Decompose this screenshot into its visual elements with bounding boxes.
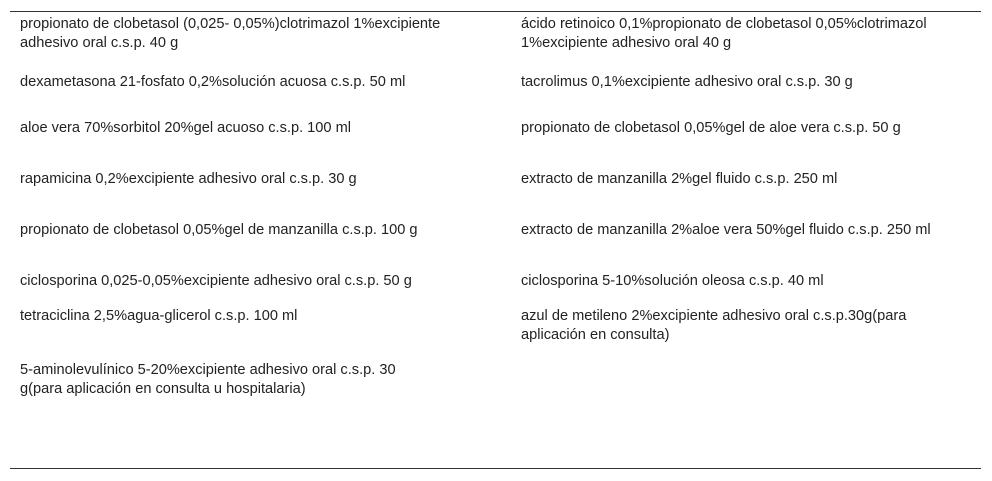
table-row bbox=[10, 272, 981, 307]
table-cell bbox=[10, 119, 511, 170]
cell-text: tetraciclina 2,5%agua-glicerol c.s.p. 100 ml bbox=[20, 308, 298, 324]
table-cell bbox=[511, 272, 981, 307]
formulations-table bbox=[10, 12, 981, 415]
table-cell bbox=[10, 272, 511, 307]
table-row bbox=[10, 307, 981, 361]
table-row bbox=[10, 361, 981, 415]
table-row bbox=[10, 119, 981, 170]
cell-text: extracto de manzanilla 2%gel fluido c.s.p. 250 ml bbox=[521, 171, 838, 187]
table-cell bbox=[511, 361, 981, 415]
table-cell bbox=[10, 221, 511, 272]
table-row bbox=[10, 12, 981, 73]
table-cell bbox=[10, 170, 511, 221]
cell-text: ciclosporina 5-10%solución oleosa c.s.p. 40 ml bbox=[521, 273, 824, 289]
cell-text: propionato de clobetasol 0,05%gel de manzanilla c.s.p. 100 g bbox=[20, 222, 418, 238]
table-cell bbox=[10, 361, 511, 415]
cell-text: rapamicina 0,2%excipiente adhesivo oral c.s.p. 30 g bbox=[20, 171, 357, 187]
cell-text: dexametasona 21-fosfato 0,2%solución acuosa c.s.p. 50 ml bbox=[20, 74, 406, 90]
table-cell bbox=[511, 221, 981, 272]
table-cell bbox=[10, 12, 511, 73]
table-row bbox=[10, 73, 981, 119]
table-cell bbox=[511, 73, 981, 119]
table-cell bbox=[511, 119, 981, 170]
table-cell bbox=[10, 73, 511, 119]
table-cell bbox=[511, 170, 981, 221]
cell-text: extracto de manzanilla 2%aloe vera 50%gel fluido c.s.p. 250 ml bbox=[521, 222, 931, 238]
cell-text: propionato de clobetasol (0,025- 0,05%)clotrimazol 1%excipiente adhesivo oral c.s.p. 40 g bbox=[20, 16, 441, 51]
cell-text: 5-aminolevulínico 5-20%excipiente adhesivo oral c.s.p. 30 g(para aplicación en consulta u hospitalaria) bbox=[20, 362, 396, 397]
cell-text: azul de metileno 2%excipiente adhesivo oral c.s.p.30g(para aplicación en consulta) bbox=[521, 308, 907, 343]
cell-text: tacrolimus 0,1%excipiente adhesivo oral c.s.p. 30 g bbox=[521, 74, 853, 90]
cell-text: ciclosporina 0,025-0,05%excipiente adhesivo oral c.s.p. 50 g bbox=[20, 273, 412, 289]
formulations-table-container bbox=[10, 11, 981, 469]
cell-text: ácido retinoico 0,1%propionato de clobetasol 0,05%clotrimazol 1%excipiente adhesivo oral 40 g bbox=[521, 16, 927, 51]
cell-text: aloe vera 70%sorbitol 20%gel acuoso c.s.p. 100 ml bbox=[20, 120, 351, 136]
table-cell bbox=[10, 307, 511, 361]
table-row bbox=[10, 221, 981, 272]
table-row bbox=[10, 170, 981, 221]
table-cell bbox=[511, 12, 981, 73]
table-cell bbox=[511, 307, 981, 361]
cell-text: propionato de clobetasol 0,05%gel de aloe vera c.s.p. 50 g bbox=[521, 120, 901, 136]
